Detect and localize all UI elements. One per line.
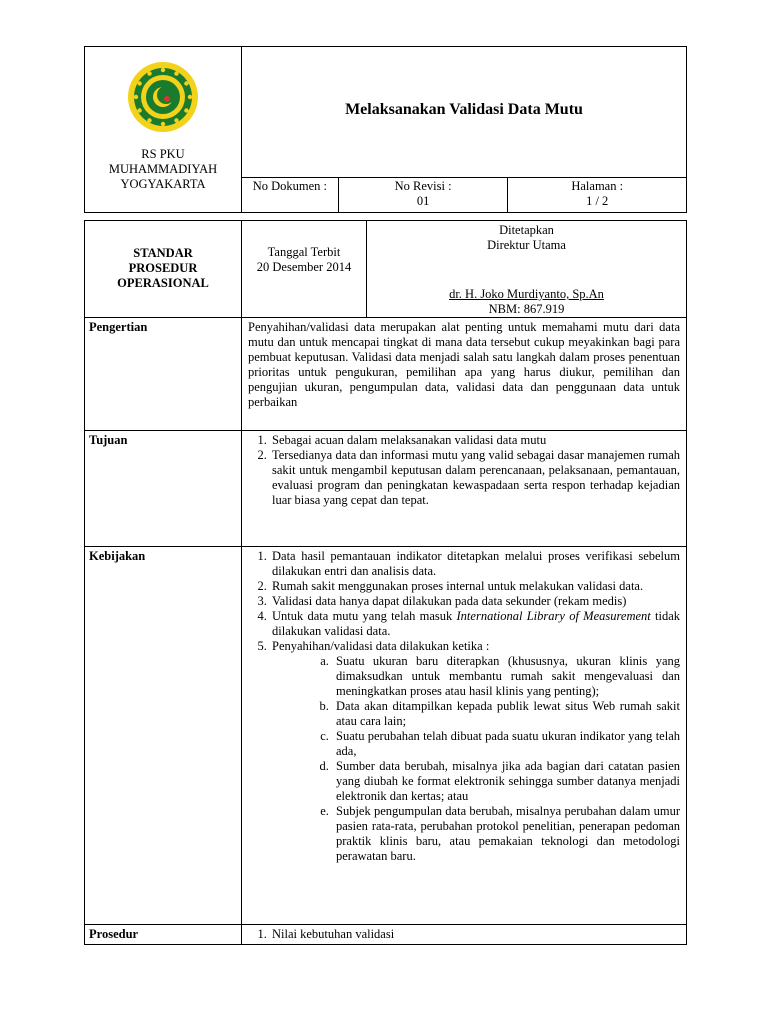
item5-text: Penyahihan/validasi data dilakukan ketika : <box>272 639 490 653</box>
sub-list-item: c. Suatu perubahan telah dibuat pada suatu ukuran indikator yang telah ada, <box>332 729 680 759</box>
item4-text-end: tidak dilakukan validasi data. <box>272 609 680 638</box>
title-block <box>242 47 687 213</box>
list-item: 2. Rumah sakit menggunakan proses internal untuk melakukan validasi data. <box>270 579 680 594</box>
tanggal-terbit <box>242 221 367 318</box>
list-item <box>270 609 680 639</box>
sop-label-line2: PROSEDUR <box>128 261 198 275</box>
no-revisi <box>339 178 509 212</box>
document-meta <box>242 178 686 212</box>
tanggal-label: Tanggal Terbit <box>267 245 341 259</box>
no-dokumen-label: No Dokumen : <box>252 179 328 193</box>
kebijakan-label: Kebijakan <box>85 547 242 925</box>
halaman <box>508 178 686 212</box>
kebijakan-content <box>242 547 687 925</box>
sub-list-item: d. Sumber data berubah, misalnya jika ada bagian dari catatan pasien yang diubah ke format elektronik sehingga sumber datanya menjadi elektronik dan kertas; atau <box>332 759 680 804</box>
list-item: 1. Nilai kebutuhan validasi <box>270 927 680 942</box>
sop-label <box>85 221 242 318</box>
hospital-logo <box>127 61 199 133</box>
hospital-name-line1: RS PKU <box>141 147 185 161</box>
approval-block <box>367 221 687 318</box>
list-item: 3. Validasi data hanya dapat dilakukan pada data sekunder (rekam medis) <box>270 594 680 609</box>
list-item: 1. Sebagai acuan dalam melaksanakan validasi data mutu <box>270 433 680 448</box>
sop-label-line1: STANDAR <box>133 246 193 260</box>
hospital-name-line3: YOGYAKARTA <box>120 177 206 191</box>
sub-list-item: b. Data akan ditampilkan kepada publik lewat situs Web rumah sakit atau cara lain; <box>332 699 680 729</box>
hospital-name-line2: MUHAMMADIYAH <box>108 162 218 176</box>
halaman-label: Halaman : <box>571 179 624 193</box>
approver-position: Direktur Utama <box>487 238 566 252</box>
document-title: Melaksanakan Validasi Data Mutu <box>242 47 686 178</box>
sub-list-item: a. Suatu ukuran baru diterapkan (khususnya, ukuran klinis yang dimaksudkan untuk membantu rumah sakit mengevaluasi dan meningkatkan proses atau hasil klinis yang penting); <box>332 654 680 699</box>
no-revisi-value: 01 <box>416 194 430 208</box>
sop-body <box>84 220 687 945</box>
pengertian-text: Penyahihan/validasi data merupakan alat penting untuk memahami mutu dari data mutu dan untuk mencapai tingkat di mana data tersebut cukup meyakinkan bagi para pembuat keputusan. Validasi data menjadi salah satu langkah dalam proses penentuan prioritas untuk pengukuran, pemilihan apa yang harus diukur, pemilihan dan pengujian ukuran, pengumpulan data, validasi data dan penggunaan data untuk perbaikan <box>242 318 687 431</box>
list-item <box>270 639 680 864</box>
approver-name: dr. H. Joko Murdiyanto, Sp.An <box>449 287 604 301</box>
sop-label-line3: OPERASIONAL <box>117 276 209 290</box>
list-item: 2. Tersedianya data dan informasi mutu yang valid sebagai dasar manajemen rumah sakit untuk mengambil keputusan dalam perencanaan, pelaksanaan, pemantauan, evaluasi program dan peningkatan kewaspadaan serta respon terhadap kejadian luar biasa yang cepat dan tepat. <box>270 448 680 508</box>
sub-list-item: e. Subjek pengumpulan data berubah, misalnya perubahan dalam umur pasien rata-rata, perubahan protokol penelitian, penerapan pedoman praktik klinis baru, atau pemakaian teknologi dan metodologi perawatan baru. <box>332 804 680 864</box>
hospital-identity <box>85 47 242 213</box>
prosedur-content <box>242 925 687 945</box>
halaman-value: 1 / 2 <box>586 194 609 208</box>
no-revisi-label: No Revisi : <box>394 179 452 193</box>
list-item: 1. Data hasil pemantauan indikator ditetapkan melalui proses verifikasi sebelum dilakukan entri dan analisis data. <box>270 549 680 579</box>
sub-list <box>272 654 680 864</box>
tanggal-value: 20 Desember 2014 <box>256 260 352 274</box>
sop-document <box>84 46 686 945</box>
tujuan-content <box>242 431 687 547</box>
pengertian-label: Pengertian <box>85 318 242 431</box>
prosedur-label: Prosedur <box>85 925 242 945</box>
no-dokumen <box>242 178 339 212</box>
tujuan-label: Tujuan <box>85 431 242 547</box>
approver-nbm: NBM: 867.919 <box>488 302 565 316</box>
item4-text: Untuk data mutu yang telah masuk <box>272 609 457 623</box>
item4-emphasis: International Library of Measurement <box>456 609 651 623</box>
ditetapkan-label: Ditetapkan <box>499 223 554 237</box>
document-header <box>84 46 687 213</box>
